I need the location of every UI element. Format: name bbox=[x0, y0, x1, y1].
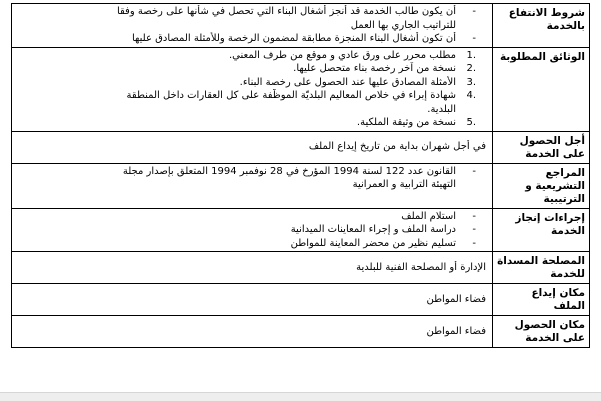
row-pickup-place bbox=[12, 316, 590, 348]
content-procedures bbox=[12, 208, 493, 252]
deadline-text: في أجل شهران بداية من تاريخ إيداع الملف bbox=[308, 141, 486, 153]
row-provider bbox=[12, 252, 590, 284]
service-table bbox=[11, 3, 590, 348]
label-deadline: أجل الحصول على الخدمة bbox=[493, 131, 590, 163]
label-provider: المصلحة المسداة للخدمة bbox=[493, 252, 590, 284]
documents-item-4-number: 4. bbox=[466, 90, 476, 101]
content-pickup-place bbox=[12, 316, 493, 348]
documents-item-3-text: الأمثلة المصادق عليها عند الحصول على رخصة البناء. bbox=[239, 76, 456, 88]
legal-item-1-line-1: - القانون عدد 122 لسنة 1994 المؤرخ في 28 نوفمبر 1994 المتعلق بإصدار مجلة bbox=[16, 165, 486, 179]
documents-item-2 bbox=[16, 62, 486, 76]
documents-item-1-number: 1. bbox=[466, 49, 476, 61]
documents-item-3 bbox=[16, 76, 486, 90]
documents-item-4-text: شهادة إبراء في خلاص المعاليم البلديّة الموظّفة على كل العقارات داخل المنطقة bbox=[126, 90, 456, 101]
pickup-place-text: فضاء المواطن bbox=[426, 325, 486, 337]
documents-item-2-text: نسخة من آخر رخصة بناء متحصل عليها. bbox=[293, 63, 456, 74]
documents-item-3-number: 3. bbox=[466, 76, 476, 88]
legal-item-1-line-2: التهيئة الترابية و العمرانية bbox=[352, 179, 456, 190]
documents-item-1 bbox=[16, 49, 486, 63]
row-documents bbox=[12, 47, 590, 131]
conditions-item-1-line-1: - أن يكون طالب الخدمة قد أنجز أشغال البناء التي تحصل في شأنها على رخصة وفقا bbox=[16, 5, 486, 19]
deposit-place-text: فضاء المواطن bbox=[426, 293, 486, 305]
documents-item-4 bbox=[16, 89, 486, 103]
row-conditions bbox=[12, 4, 590, 48]
row-procedures bbox=[12, 208, 590, 252]
documents-item-2-number: 2. bbox=[466, 63, 476, 74]
procedures-item-1: - استلام الملف bbox=[16, 210, 486, 224]
label-legal-references: المراجع التشريعية و الترتيبية bbox=[493, 163, 590, 208]
provider-text: الإدارة أو المصلحة الفنية للبلدية bbox=[356, 261, 486, 273]
documents-item-4-continued: البلدية. bbox=[427, 103, 456, 115]
row-legal-references bbox=[12, 163, 590, 208]
procedures-item-3: - تسليم نظير من محضر المعاينة للمواطن bbox=[16, 237, 486, 251]
label-procedures: إجراءات إنجاز الخدمة bbox=[493, 208, 590, 252]
label-pickup-place: مكان الحصول على الخدمة bbox=[493, 316, 590, 348]
documents-item-1-text: مطلب محرر على ورق عادي و موقع من طرف المعني. bbox=[228, 49, 456, 61]
documents-item-5-text: نسخة من وثيقة الملكية. bbox=[356, 117, 456, 128]
documents-item-5 bbox=[16, 116, 486, 130]
page-bottom-band bbox=[0, 392, 601, 401]
content-documents bbox=[12, 47, 493, 131]
content-provider bbox=[12, 252, 493, 284]
label-documents: الوثائق المطلوبة bbox=[493, 47, 590, 131]
procedures-item-2: - دراسة الملف و إجراء المعاينات الميدانية bbox=[16, 223, 486, 237]
content-deposit-place bbox=[12, 284, 493, 316]
documents-item-5-number: 5. bbox=[466, 117, 476, 128]
conditions-item-1-line-2: للتراتيب الجاري بها العمل bbox=[350, 19, 456, 31]
content-deadline bbox=[12, 131, 493, 163]
label-deposit-place: مكان إيداع الملف bbox=[493, 284, 590, 316]
conditions-item-2-line-1: - أن تكون أشغال البناء المنجزة مطابقة لمضمون الرخصة وللأمثلة المصادق عليها bbox=[16, 32, 486, 46]
content-legal-references bbox=[12, 163, 493, 208]
label-conditions: شروط الانتفاع بالخدمة bbox=[493, 4, 590, 48]
content-conditions bbox=[12, 4, 493, 48]
row-deposit-place bbox=[12, 284, 590, 316]
row-deadline bbox=[12, 131, 590, 163]
